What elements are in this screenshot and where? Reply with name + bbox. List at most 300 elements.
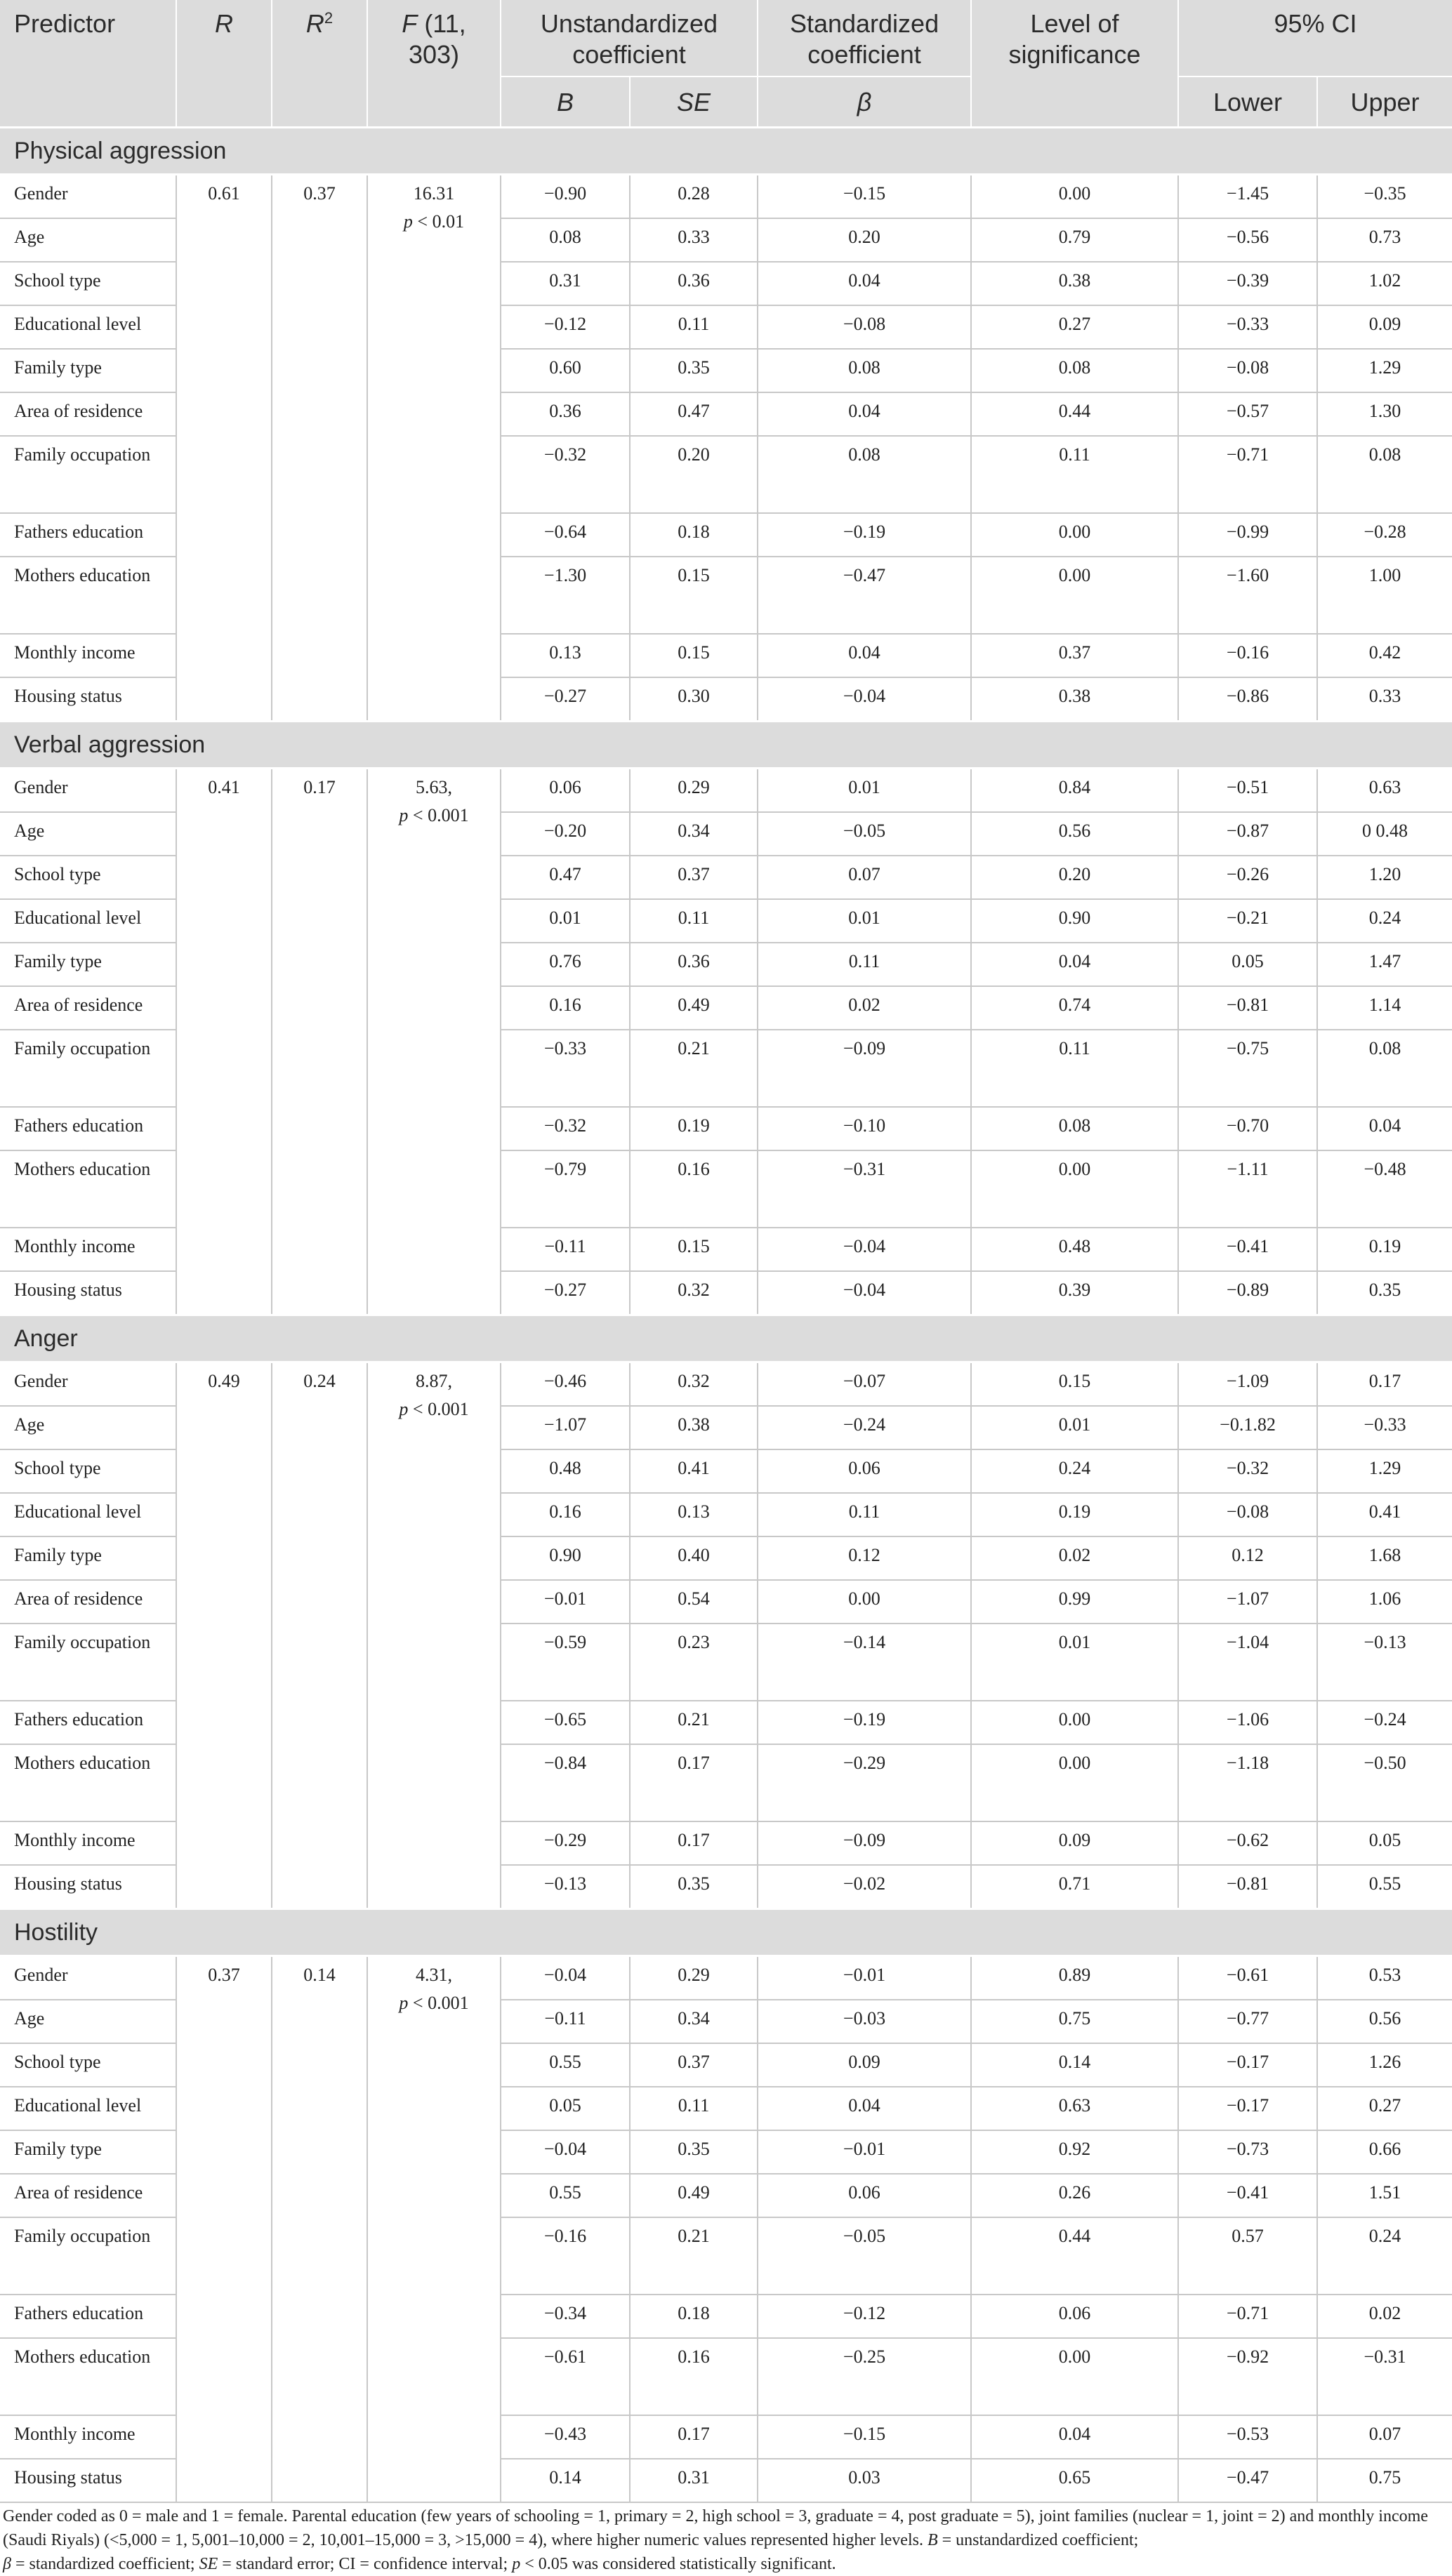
- ci-lower-cell: 0.57: [1178, 2217, 1317, 2295]
- beta-cell: −0.05: [758, 2217, 971, 2295]
- se-cell: 0.13: [630, 1493, 758, 1536]
- header-f-df: (11, 303): [408, 9, 466, 69]
- se-cell: 0.34: [630, 812, 758, 856]
- predictor-cell: Age: [0, 812, 176, 856]
- b-cell: 0.60: [501, 349, 630, 392]
- model-p-symbol: p: [399, 1993, 409, 2013]
- se-cell: 0.34: [630, 2000, 758, 2043]
- b-cell: −0.34: [501, 2295, 630, 2338]
- beta-cell: −0.01: [758, 1956, 971, 2000]
- model-p-value: [375, 208, 493, 236]
- predictor-cell: Fathers education: [0, 2295, 176, 2338]
- ci-lower-cell: −0.99: [1178, 513, 1317, 557]
- beta-cell: −0.04: [758, 677, 971, 722]
- section-title: Anger: [0, 1315, 1452, 1362]
- ci-upper-cell: −0.28: [1317, 513, 1452, 557]
- se-cell: 0.17: [630, 1744, 758, 1821]
- se-cell: 0.36: [630, 943, 758, 986]
- beta-cell: 0.04: [758, 262, 971, 305]
- beta-cell: 0.07: [758, 856, 971, 899]
- beta-cell: −0.05: [758, 812, 971, 856]
- se-cell: 0.20: [630, 436, 758, 513]
- predictor-cell: Monthly income: [0, 1228, 176, 1271]
- predictor-cell: School type: [0, 2043, 176, 2087]
- b-cell: −0.64: [501, 513, 630, 557]
- ci-upper-cell: −0.13: [1317, 1624, 1452, 1701]
- header-unstandardized: Unstandardized coefficient: [501, 0, 758, 77]
- ci-lower-cell: −0.39: [1178, 262, 1317, 305]
- b-cell: 0.06: [501, 769, 630, 813]
- beta-cell: −0.04: [758, 1271, 971, 1315]
- ci-upper-cell: 0.02: [1317, 2295, 1452, 2338]
- beta-cell: −0.19: [758, 1701, 971, 1744]
- significance-cell: 0.00: [971, 557, 1178, 634]
- significance-cell: 0.11: [971, 436, 1178, 513]
- se-cell: 0.18: [630, 513, 758, 557]
- table-header: [0, 0, 1452, 128]
- beta-cell: −0.09: [758, 1821, 971, 1865]
- ci-upper-cell: 0.27: [1317, 2087, 1452, 2130]
- ci-upper-cell: 0.41: [1317, 1493, 1452, 1536]
- beta-cell: 0.02: [758, 986, 971, 1030]
- header-r: R: [176, 0, 272, 128]
- significance-cell: 0.63: [971, 2087, 1178, 2130]
- se-cell: 0.41: [630, 1449, 758, 1493]
- ci-upper-cell: 0.35: [1317, 1271, 1452, 1315]
- b-cell: −0.79: [501, 1150, 630, 1228]
- section-title: Physical aggression: [0, 128, 1452, 175]
- beta-cell: 0.04: [758, 2087, 971, 2130]
- significance-cell: 0.44: [971, 2217, 1178, 2295]
- ci-lower-cell: −0.1.82: [1178, 1406, 1317, 1449]
- significance-cell: 0.71: [971, 1865, 1178, 1909]
- beta-cell: −0.09: [758, 1030, 971, 1107]
- b-cell: −0.33: [501, 1030, 630, 1107]
- significance-cell: 0.44: [971, 392, 1178, 436]
- se-cell: 0.15: [630, 557, 758, 634]
- ci-lower-cell: −0.16: [1178, 634, 1317, 677]
- predictor-cell: Area of residence: [0, 392, 176, 436]
- predictor-cell: Housing status: [0, 1271, 176, 1315]
- ci-lower-cell: −0.33: [1178, 305, 1317, 349]
- ci-lower-cell: −0.53: [1178, 2415, 1317, 2459]
- significance-cell: 0.00: [971, 1150, 1178, 1228]
- header-b: B: [501, 77, 630, 128]
- se-cell: 0.11: [630, 305, 758, 349]
- header-r2: [272, 0, 367, 128]
- model-p-symbol: p: [399, 805, 409, 825]
- ci-lower-cell: −0.71: [1178, 436, 1317, 513]
- header-f-label: F: [402, 9, 418, 38]
- beta-cell: −0.29: [758, 1744, 971, 1821]
- se-cell: 0.29: [630, 1956, 758, 2000]
- significance-cell: 0.00: [971, 2338, 1178, 2415]
- section-title: Hostility: [0, 1909, 1452, 1956]
- predictor-cell: Fathers education: [0, 1107, 176, 1150]
- predictor-cell: Family type: [0, 943, 176, 986]
- beta-cell: −0.02: [758, 1865, 971, 1909]
- predictor-cell: Family occupation: [0, 1030, 176, 1107]
- model-p-symbol: p: [399, 1399, 409, 1419]
- significance-cell: 0.99: [971, 1580, 1178, 1624]
- model-r2-cell: 0.37: [272, 175, 367, 722]
- b-cell: −0.20: [501, 812, 630, 856]
- model-f-value: 16.31: [413, 183, 455, 204]
- significance-cell: 0.26: [971, 2174, 1178, 2217]
- significance-cell: 0.84: [971, 769, 1178, 813]
- predictor-cell: Fathers education: [0, 1701, 176, 1744]
- predictor-cell: Gender: [0, 1362, 176, 1407]
- ci-lower-cell: −0.73: [1178, 2130, 1317, 2174]
- predictor-cell: Monthly income: [0, 1821, 176, 1865]
- se-cell: 0.28: [630, 175, 758, 219]
- model-r-cell: 0.41: [176, 769, 272, 1315]
- b-cell: −1.30: [501, 557, 630, 634]
- se-cell: 0.35: [630, 349, 758, 392]
- ci-upper-cell: 0.53: [1317, 1956, 1452, 2000]
- significance-cell: 0.00: [971, 1701, 1178, 1744]
- ci-upper-cell: 0.24: [1317, 899, 1452, 943]
- beta-cell: 0.09: [758, 2043, 971, 2087]
- ci-upper-cell: 0.55: [1317, 1865, 1452, 1909]
- beta-cell: −0.31: [758, 1150, 971, 1228]
- beta-cell: −0.12: [758, 2295, 971, 2338]
- significance-cell: 0.06: [971, 2295, 1178, 2338]
- significance-cell: 0.08: [971, 349, 1178, 392]
- predictor-cell: Mothers education: [0, 1744, 176, 1821]
- footnote-b-symbol: B: [927, 2531, 938, 2549]
- significance-cell: 0.37: [971, 634, 1178, 677]
- beta-cell: −0.15: [758, 175, 971, 219]
- beta-cell: 0.04: [758, 392, 971, 436]
- beta-cell: −0.03: [758, 2000, 971, 2043]
- predictor-cell: Age: [0, 2000, 176, 2043]
- beta-cell: 0.20: [758, 218, 971, 262]
- ci-upper-cell: 0.19: [1317, 1228, 1452, 1271]
- se-cell: 0.29: [630, 769, 758, 813]
- significance-cell: 0.00: [971, 513, 1178, 557]
- model-p-text: < 0.001: [408, 1993, 469, 2013]
- predictor-cell: Area of residence: [0, 986, 176, 1030]
- se-cell: 0.31: [630, 2459, 758, 2502]
- b-cell: −0.29: [501, 1821, 630, 1865]
- b-cell: −0.90: [501, 175, 630, 219]
- beta-cell: 0.00: [758, 1580, 971, 1624]
- ci-lower-cell: −0.41: [1178, 1228, 1317, 1271]
- beta-cell: 0.01: [758, 899, 971, 943]
- ci-lower-cell: −0.17: [1178, 2043, 1317, 2087]
- ci-upper-cell: 0.56: [1317, 2000, 1452, 2043]
- beta-cell: −0.01: [758, 2130, 971, 2174]
- ci-lower-cell: −1.11: [1178, 1150, 1317, 1228]
- ci-lower-cell: −1.06: [1178, 1701, 1317, 1744]
- b-cell: 0.90: [501, 1536, 630, 1580]
- significance-cell: 0.27: [971, 305, 1178, 349]
- ci-lower-cell: −0.21: [1178, 899, 1317, 943]
- predictor-cell: Educational level: [0, 899, 176, 943]
- se-cell: 0.15: [630, 634, 758, 677]
- ci-lower-cell: −0.89: [1178, 1271, 1317, 1315]
- b-cell: 0.76: [501, 943, 630, 986]
- se-cell: 0.18: [630, 2295, 758, 2338]
- predictor-cell: Area of residence: [0, 2174, 176, 2217]
- se-cell: 0.16: [630, 1150, 758, 1228]
- significance-cell: 0.09: [971, 1821, 1178, 1865]
- b-cell: −0.46: [501, 1362, 630, 1407]
- header-r2-sup: 2: [324, 9, 334, 27]
- model-r2-cell: 0.24: [272, 1362, 367, 1909]
- se-cell: 0.49: [630, 2174, 758, 2217]
- ci-upper-cell: 1.00: [1317, 557, 1452, 634]
- se-cell: 0.17: [630, 1821, 758, 1865]
- model-r2-cell: 0.17: [272, 769, 367, 1315]
- se-cell: 0.38: [630, 1406, 758, 1449]
- se-cell: 0.16: [630, 2338, 758, 2415]
- ci-upper-cell: −0.31: [1317, 2338, 1452, 2415]
- predictor-cell: Gender: [0, 1956, 176, 2000]
- ci-lower-cell: −0.26: [1178, 856, 1317, 899]
- ci-lower-cell: −1.07: [1178, 1580, 1317, 1624]
- model-r-cell: 0.61: [176, 175, 272, 722]
- predictor-cell: Age: [0, 218, 176, 262]
- significance-cell: 0.89: [971, 1956, 1178, 2000]
- se-cell: 0.23: [630, 1624, 758, 1701]
- significance-cell: 0.00: [971, 175, 1178, 219]
- se-cell: 0.11: [630, 899, 758, 943]
- b-cell: −0.11: [501, 2000, 630, 2043]
- se-cell: 0.35: [630, 2130, 758, 2174]
- significance-cell: 0.14: [971, 2043, 1178, 2087]
- significance-cell: 0.02: [971, 1536, 1178, 1580]
- ci-lower-cell: −0.62: [1178, 1821, 1317, 1865]
- b-cell: −1.07: [501, 1406, 630, 1449]
- predictor-cell: Housing status: [0, 1865, 176, 1909]
- beta-cell: 0.06: [758, 2174, 971, 2217]
- section-header-row: [0, 1909, 1452, 1956]
- se-cell: 0.11: [630, 2087, 758, 2130]
- ci-upper-cell: 0 0.48: [1317, 812, 1452, 856]
- b-cell: 0.05: [501, 2087, 630, 2130]
- model-p-value: [375, 802, 493, 830]
- ci-upper-cell: 0.09: [1317, 305, 1452, 349]
- ci-upper-cell: 0.73: [1317, 218, 1452, 262]
- ci-upper-cell: 0.75: [1317, 2459, 1452, 2502]
- predictor-cell: Mothers education: [0, 1150, 176, 1228]
- predictor-cell: Gender: [0, 175, 176, 219]
- b-cell: 0.55: [501, 2174, 630, 2217]
- header-r2-base: R: [305, 9, 324, 38]
- se-cell: 0.35: [630, 1865, 758, 1909]
- ci-upper-cell: 0.04: [1317, 1107, 1452, 1150]
- se-cell: 0.17: [630, 2415, 758, 2459]
- footnote-beta-def: = standardized coefficient;: [11, 2555, 199, 2573]
- predictor-cell: School type: [0, 856, 176, 899]
- predictor-cell: Family type: [0, 2130, 176, 2174]
- predictor-cell: Age: [0, 1406, 176, 1449]
- ci-upper-cell: 0.05: [1317, 1821, 1452, 1865]
- ci-upper-cell: 0.07: [1317, 2415, 1452, 2459]
- ci-upper-cell: 1.47: [1317, 943, 1452, 986]
- ci-lower-cell: −0.92: [1178, 2338, 1317, 2415]
- ci-upper-cell: 1.30: [1317, 392, 1452, 436]
- ci-upper-cell: 0.17: [1317, 1362, 1452, 1407]
- beta-cell: 0.01: [758, 769, 971, 813]
- predictor-cell: Monthly income: [0, 2415, 176, 2459]
- ci-upper-cell: 0.42: [1317, 634, 1452, 677]
- beta-cell: −0.04: [758, 1228, 971, 1271]
- significance-cell: 0.00: [971, 1744, 1178, 1821]
- ci-lower-cell: −0.47: [1178, 2459, 1317, 2502]
- significance-cell: 0.01: [971, 1406, 1178, 1449]
- footnote-se-symbol: SE: [199, 2555, 218, 2573]
- beta-cell: 0.11: [758, 1493, 971, 1536]
- ci-lower-cell: −1.09: [1178, 1362, 1317, 1407]
- b-cell: 0.16: [501, 986, 630, 1030]
- significance-cell: 0.74: [971, 986, 1178, 1030]
- ci-lower-cell: −0.57: [1178, 392, 1317, 436]
- significance-cell: 0.38: [971, 677, 1178, 722]
- header-beta: β: [758, 77, 971, 128]
- b-cell: 0.47: [501, 856, 630, 899]
- table-row: [0, 1362, 1452, 1407]
- footnote-beta-symbol: β: [3, 2555, 11, 2573]
- header-f: [367, 0, 501, 128]
- significance-cell: 0.04: [971, 943, 1178, 986]
- section-header-row: [0, 1315, 1452, 1362]
- se-cell: 0.37: [630, 856, 758, 899]
- ci-lower-cell: −0.17: [1178, 2087, 1317, 2130]
- header-upper: Upper: [1317, 77, 1452, 128]
- significance-cell: 0.75: [971, 2000, 1178, 2043]
- ci-upper-cell: 1.51: [1317, 2174, 1452, 2217]
- footnote-se-def: = standard error; CI = confidence interval;: [218, 2555, 513, 2573]
- ci-upper-cell: 0.63: [1317, 769, 1452, 813]
- header-lower: Lower: [1178, 77, 1317, 128]
- b-cell: −0.61: [501, 2338, 630, 2415]
- significance-cell: 0.20: [971, 856, 1178, 899]
- ci-upper-cell: 1.29: [1317, 349, 1452, 392]
- b-cell: −0.32: [501, 436, 630, 513]
- b-cell: −0.12: [501, 305, 630, 349]
- model-f-value: 5.63,: [416, 777, 452, 797]
- model-f-cell: [367, 175, 501, 722]
- se-cell: 0.37: [630, 2043, 758, 2087]
- section-title: Verbal aggression: [0, 722, 1452, 769]
- model-p-symbol: p: [403, 211, 413, 232]
- significance-cell: 0.08: [971, 1107, 1178, 1150]
- section-header-row: [0, 128, 1452, 175]
- ci-upper-cell: 0.33: [1317, 677, 1452, 722]
- se-cell: 0.54: [630, 1580, 758, 1624]
- significance-cell: 0.38: [971, 262, 1178, 305]
- ci-upper-cell: 1.14: [1317, 986, 1452, 1030]
- ci-upper-cell: −0.35: [1317, 175, 1452, 219]
- ci-lower-cell: −0.08: [1178, 349, 1317, 392]
- model-r-cell: 0.37: [176, 1956, 272, 2503]
- header-predictor: Predictor: [0, 0, 176, 128]
- predictor-cell: Educational level: [0, 1493, 176, 1536]
- b-cell: 0.31: [501, 262, 630, 305]
- ci-upper-cell: 1.02: [1317, 262, 1452, 305]
- b-cell: −0.84: [501, 1744, 630, 1821]
- predictor-cell: Mothers education: [0, 557, 176, 634]
- section-header-row: [0, 722, 1452, 769]
- table-footnote: [0, 2504, 1441, 2576]
- significance-cell: 0.48: [971, 1228, 1178, 1271]
- ci-upper-cell: 1.06: [1317, 1580, 1452, 1624]
- beta-cell: 0.08: [758, 349, 971, 392]
- predictor-cell: Area of residence: [0, 1580, 176, 1624]
- ci-upper-cell: −0.50: [1317, 1744, 1452, 1821]
- ci-upper-cell: 1.26: [1317, 2043, 1452, 2087]
- se-cell: 0.19: [630, 1107, 758, 1150]
- predictor-cell: Family occupation: [0, 1624, 176, 1701]
- model-f-cell: [367, 1956, 501, 2503]
- ci-lower-cell: −1.60: [1178, 557, 1317, 634]
- ci-upper-cell: 0.66: [1317, 2130, 1452, 2174]
- ci-lower-cell: −0.51: [1178, 769, 1317, 813]
- beta-cell: −0.08: [758, 305, 971, 349]
- significance-cell: 0.39: [971, 1271, 1178, 1315]
- model-f-cell: [367, 1362, 501, 1909]
- predictor-cell: Monthly income: [0, 634, 176, 677]
- beta-cell: 0.11: [758, 943, 971, 986]
- significance-cell: 0.01: [971, 1624, 1178, 1701]
- b-cell: 0.55: [501, 2043, 630, 2087]
- significance-cell: 0.90: [971, 899, 1178, 943]
- model-f-value: 8.87,: [416, 1371, 452, 1391]
- ci-lower-cell: −0.70: [1178, 1107, 1317, 1150]
- model-p-text: < 0.01: [412, 211, 465, 232]
- model-p-text: < 0.001: [408, 805, 469, 825]
- table-row: [0, 1956, 1452, 2000]
- predictor-cell: Housing status: [0, 2459, 176, 2502]
- footnote-p-symbol: p: [512, 2555, 521, 2573]
- b-cell: 0.14: [501, 2459, 630, 2502]
- ci-upper-cell: −0.24: [1317, 1701, 1452, 1744]
- ci-upper-cell: −0.48: [1317, 1150, 1452, 1228]
- ci-upper-cell: 1.20: [1317, 856, 1452, 899]
- significance-cell: 0.79: [971, 218, 1178, 262]
- beta-cell: −0.07: [758, 1362, 971, 1407]
- predictor-cell: Educational level: [0, 2087, 176, 2130]
- beta-cell: 0.08: [758, 436, 971, 513]
- header-standardized: Standardized coefficient: [758, 0, 971, 77]
- ci-lower-cell: −0.87: [1178, 812, 1317, 856]
- predictor-cell: Educational level: [0, 305, 176, 349]
- model-r2-cell: 0.14: [272, 1956, 367, 2503]
- header-significance: Level of significance: [971, 0, 1178, 128]
- table-body: [0, 128, 1452, 2503]
- ci-lower-cell: −0.08: [1178, 1493, 1317, 1536]
- beta-cell: 0.06: [758, 1449, 971, 1493]
- b-cell: −0.01: [501, 1580, 630, 1624]
- significance-cell: 0.56: [971, 812, 1178, 856]
- se-cell: 0.21: [630, 1701, 758, 1744]
- se-cell: 0.21: [630, 1030, 758, 1107]
- beta-cell: −0.14: [758, 1624, 971, 1701]
- ci-lower-cell: −0.86: [1178, 677, 1317, 722]
- b-cell: −0.65: [501, 1701, 630, 1744]
- model-p-text: < 0.001: [408, 1399, 469, 1419]
- b-cell: −0.27: [501, 677, 630, 722]
- model-f-value: 4.31,: [416, 1965, 452, 1985]
- beta-cell: −0.25: [758, 2338, 971, 2415]
- ci-lower-cell: −0.41: [1178, 2174, 1317, 2217]
- predictor-cell: School type: [0, 262, 176, 305]
- se-cell: 0.40: [630, 1536, 758, 1580]
- b-cell: −0.43: [501, 2415, 630, 2459]
